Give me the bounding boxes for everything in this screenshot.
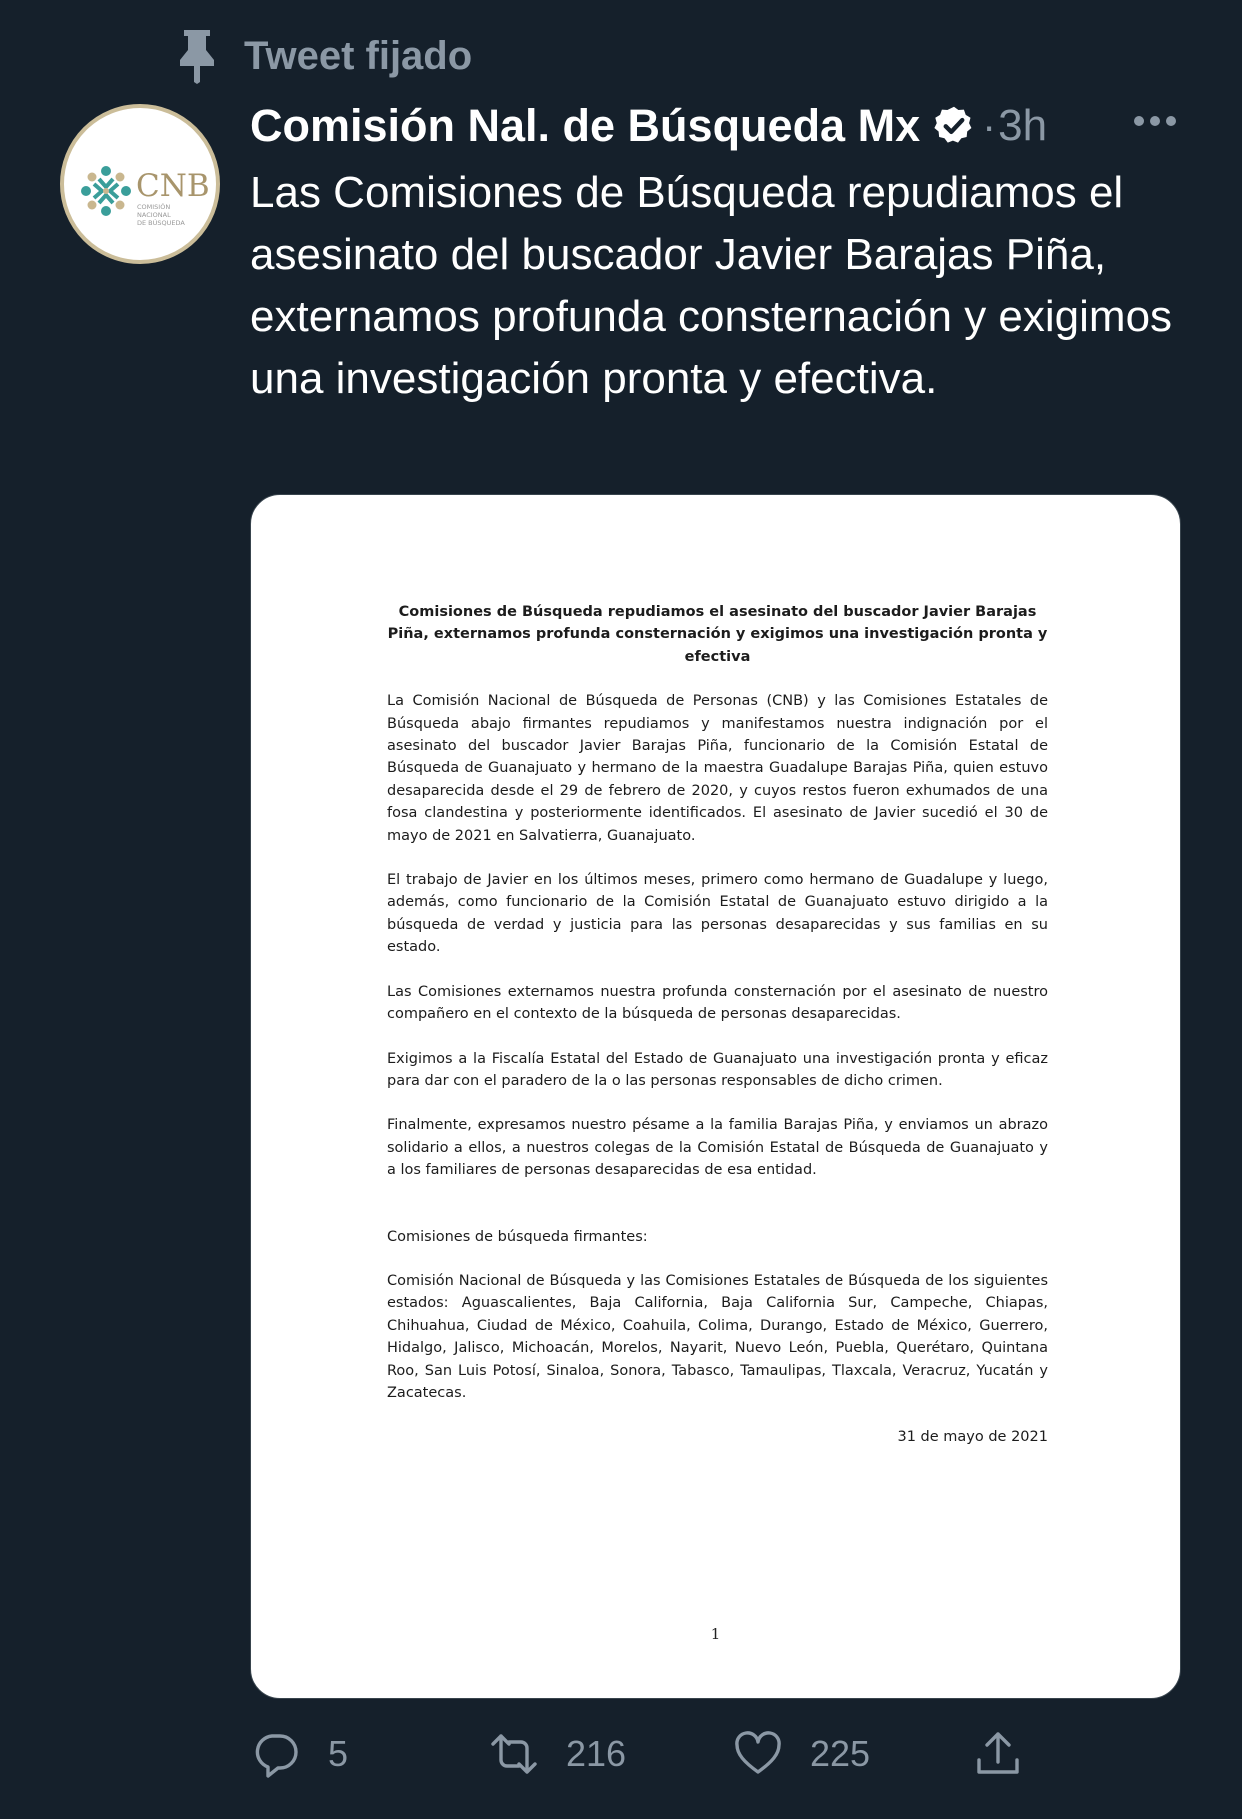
like-icon (734, 1730, 782, 1778)
cnb-logo (70, 146, 218, 236)
tweet-text: Las Comisiones de Búsqueda repudiamos el asesinato del buscador Javier Barajas Piña, externamos profunda consternación y exigimos una investigación pronta y efectiva. (250, 168, 1173, 403)
verified-badge-icon (932, 104, 976, 148)
document-date: 31 de mayo de 2021 (897, 1429, 1048, 1446)
document-paragraph: Las Comisiones externamos nuestra profunda consternación por el asesinato de nuestro compañero en el contexto de la búsqueda de personas desaparecidas. (387, 983, 1048, 1023)
signatories-heading: Comisiones de búsqueda firmantes: (387, 1228, 648, 1245)
signatories-list: Comisión Nacional de Búsqueda y las Comisiones Estatales de Búsqueda de los siguientes estados: Aguascalientes, Baja California, Baja California Sur, Campeche, Chiapas, Chihuahua, Ciudad de México, Coahuila, Colima, Durango, Estado de México, Guerrero, Hidalgo, Jalisco, Michoacán, Morelos, Nayarit, Nuevo León, Puebla, Querétaro, Quintana Roo, San Luis Potosí, Sinaloa, Sonora, Tabasco, Tamaulipas, Tlaxcala, Veracruz, Yucatán y Zacatecas. (387, 1272, 1048, 1401)
tweet-header (250, 92, 1190, 160)
retweet-icon (490, 1730, 538, 1778)
page-number: 1 (710, 1625, 721, 1643)
document-paragraph: El trabajo de Javier en los últimos meses, primero como hermano de Guadalupe y luego, además, como funcionario de la Comisión Estatal de Guanajuato estuvo dirigido a la búsqueda de verdad y justicia para las personas desaparecidas y sus familias en su estado. (387, 872, 1048, 956)
tweet-actions (250, 1722, 1050, 1786)
document-paragraph: Exigimos a la Fiscalía Estatal del Estado de Guanajuato una investigación pronta y eficaz para dar con el paradero de la o las personas responsables de dicho crimen. (387, 1050, 1048, 1089)
pinned-indicator (172, 26, 472, 86)
document-paragraph: La Comisión Nacional de Búsqueda de Personas (CNB) y las Comisiones Estatales de Búsqueda abajo firmantes repudiamos y manifestamos nuestra indignación por el asesinato del buscador Javier Barajas Piña, funcionario de la Comisión Estatal de Búsqueda de Guanajuato y hermano de la maestra Guadalupe Barajas Piña, quien estuvo desaparecida desde el 29 de febrero de 2020, y cuyos restos fueron exhumados de una fosa clandestina y posteriormente identificados. El asesinato de Javier sucedió el 30 de mayo de 2021 en Salvatierra, Guanajuato. (387, 693, 1048, 844)
tweet-timestamp[interactable]: 3h (998, 101, 1048, 150)
svg-text:NACIONAL: NACIONAL (137, 211, 171, 219)
author-name[interactable]: Comisión Nal. de Búsqueda Mx (250, 100, 921, 151)
avatar[interactable] (60, 104, 220, 264)
share-icon (974, 1730, 1022, 1778)
like-button[interactable] (734, 1722, 870, 1786)
attached-image[interactable] (250, 494, 1181, 1699)
reply-icon (252, 1730, 300, 1778)
more-options-icon[interactable] (1132, 114, 1178, 128)
reply-count: 5 (328, 1733, 349, 1774)
retweet-button[interactable] (490, 1722, 626, 1786)
document-title: Comisiones de Búsqueda repudiamos el asesinato del buscador Javier Barajas Piña, externamos profunda consternación y exigimos una investigación pronta y efectiva (387, 604, 1048, 665)
pin-icon (172, 28, 222, 84)
document-paragraph: Finalmente, expresamos nuestro pésame a la familia Barajas Piña, y enviamos un abrazo solidario a ellos, a nuestros colegas de la Comisión Estatal de Búsqueda de Guanajuato y a los familiares de personas desaparecidas de esa entidad. (387, 1117, 1048, 1179)
share-button[interactable] (974, 1722, 1022, 1786)
logo-text: CNB (136, 168, 210, 204)
time-separator: · (982, 102, 997, 149)
pinned-label: Tweet fijado (244, 33, 473, 78)
retweet-count: 216 (566, 1733, 627, 1774)
like-count: 225 (810, 1733, 871, 1774)
reply-button[interactable] (252, 1722, 348, 1786)
document-page (387, 601, 1048, 1449)
svg-text:DE BÚSQUEDA: DE BÚSQUEDA (137, 219, 185, 227)
svg-text:COMISIÓN: COMISIÓN (137, 203, 171, 211)
